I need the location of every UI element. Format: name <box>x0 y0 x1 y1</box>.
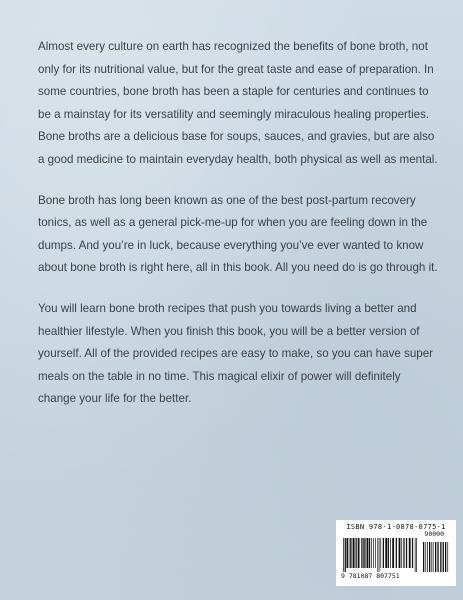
barcode-bar <box>367 538 369 568</box>
barcode-bar <box>415 538 416 572</box>
barcode-addon-bar <box>443 542 444 572</box>
barcode-bar <box>385 538 387 568</box>
barcode-digits: 9 781087 807751 <box>341 572 400 580</box>
barcode-addon-bar <box>433 542 434 572</box>
barcode-addon-bar <box>431 542 432 572</box>
barcode-bar <box>392 538 394 568</box>
barcode-addon-bar <box>429 542 430 572</box>
barcode-bars <box>341 538 451 572</box>
isbn-barcode <box>336 520 456 586</box>
barcode-bar <box>356 538 357 568</box>
barcode-addon-bar <box>440 542 441 572</box>
barcode-addon-bar <box>447 542 448 572</box>
barcode-bar <box>377 538 378 572</box>
barcode-addon-bar <box>427 542 428 572</box>
barcode-bar <box>345 538 346 572</box>
barcode-bar <box>380 538 381 568</box>
barcode-bar <box>347 538 349 568</box>
blurb <box>38 36 438 429</box>
barcode-addon-bar <box>425 542 426 572</box>
barcode-bar <box>351 538 352 568</box>
barcode-bar <box>369 538 370 568</box>
blurb-paragraph-3: You will learn bone broth recipes that push you towards living a better and healthier lifestyle. When you finish this book, you will be a better version of yourself. All of the provided recipes are easy to make, so you can have super meals on the table in no time. This magical elixir of power will definitely change your life for the better. <box>38 301 434 406</box>
barcode-addon-bar <box>445 542 446 572</box>
isbn-label: ISBN 978-1-0878-0775-1 <box>346 523 446 531</box>
barcode-bar <box>371 538 372 568</box>
barcode-bar <box>353 538 355 568</box>
barcode-bar <box>383 538 384 568</box>
barcode-bar <box>379 538 380 572</box>
barcode-addon-code: 90000 <box>424 530 444 538</box>
barcode-bar <box>343 538 344 572</box>
barcode-bar <box>403 538 404 568</box>
barcode-bar <box>373 538 374 568</box>
barcode-bar <box>396 538 397 568</box>
barcode-addon-bar <box>423 542 424 572</box>
barcode-bar <box>406 538 407 568</box>
blurb-paragraph-2: Bone broth has long been known as one of the best post-partum recovery tonics, as well as a general pick-me-up for when you are feeling down in the dumps. And you’re in luck, because everything you’ve ever wanted to know about bone broth is right here, all in this book. All you need do is go through it. <box>38 193 438 275</box>
barcode-bar <box>350 538 351 568</box>
barcode-bar <box>409 538 411 568</box>
barcode-bar <box>412 538 413 568</box>
barcode-addon-bar <box>435 542 436 572</box>
barcode-bar <box>364 538 365 568</box>
barcode-bar <box>390 538 391 568</box>
barcode-bar <box>362 538 363 568</box>
barcode-bar <box>401 538 402 568</box>
barcode-bar <box>361 538 362 568</box>
barcode-addon-bar <box>437 542 438 572</box>
barcode-bar <box>388 538 389 568</box>
barcode-bar <box>358 538 360 568</box>
barcode-bar <box>416 538 417 572</box>
blurb-paragraph-1: Almost every culture on earth has recognized the benefits of bone broth, not only for its nutritional value, but for the great taste and ease of preparation. In some countries, bone broth has been a staple for centuries and continues to be a mainstay for its versatility and seemingly miraculous healing properties. Bone broths are a delicious base for soups, sauces, and gravies, but are also a good medicine to maintain everyday health, both physical as well as mental. <box>38 40 438 166</box>
barcode-bar <box>375 538 376 568</box>
barcode-bar <box>399 538 401 568</box>
